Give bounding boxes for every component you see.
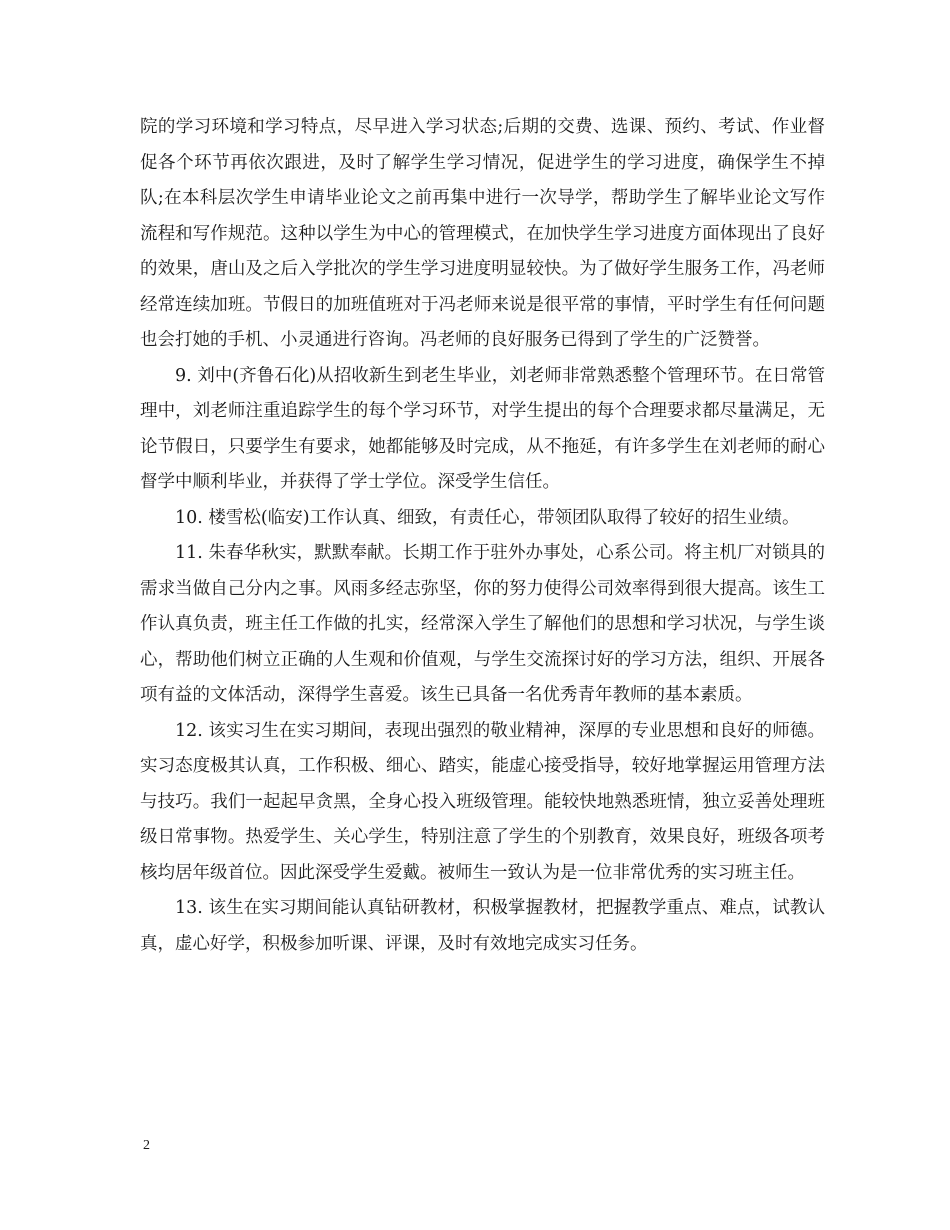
paragraph-item-13: 13. 该生在实习期间能认真钻研教材，积极掌握教材，把握教学重点、难点，试教认真，虚心好学，积极参加听课、评课，及时有效地完成实习任务。: [140, 898, 825, 954]
paragraph-item-9: 9. 刘中(齐鲁石化)从招收新生到老生毕业，刘老师非常熟悉整个管理环节。在日常管理中，刘老师注重追踪学生的每个学习环节，对学生提出的每个合理要求都尽量满足，无论节假日，只要学生有要求，她都能够及时完成，从不拖延，有许多学生在刘老师的耐心督学中顺利毕业，并获得了学士学位。深受学生信任。: [140, 365, 825, 492]
paragraph-item-12: 12. 该实习生在实习期间，表现出强烈的敬业精神，深厚的专业思想和良好的师德。实习态度极其认真，工作积极、细心、踏实，能虚心接受指导，较好地掌握运用管理方法与技巧。我们一起起早贪黑，全身心投入班级管理。能较快地熟悉班情，独立妥善处理班级日常事物。热爱学生、关心学生，特别注意了学生的个别教育，效果良好，班级各项考核均居年级首位。因此深受学生爱戴。被师生一致认为是一位非常优秀的实习班主任。: [140, 720, 825, 883]
paragraph-item-10: 10. 楼雪松(临安)工作认真、细致，有责任心，带领团队取得了较好的招生业绩。: [175, 507, 800, 528]
paragraph-continuation: 院的学习环境和学习特点，尽早进入学习状态;后期的交费、选课、预约、考试、作业督促各个环节再依次跟进，及时了解学生学习情况，促进学生的学习进度，确保学生不掉队;在本科层次学生申请毕业论文之前再集中进行一次导学，帮助学生了解毕业论文写作流程和写作规范。这种以学生为中心的管理模式，在加快学生学习进度方面体现出了良好的效果，唐山及之后入学批次的学生学习进度明显较快。为了做好学生服务工作，冯老师经常连续加班。节假日的加班值班对于冯老师来说是很平常的事情，平时学生有任何问题也会打她的手机、小灵通进行咨询。冯老师的良好服务已得到了学生的广泛赞誉。: [140, 117, 825, 350]
page-number: 2: [143, 1138, 150, 1153]
document-body: [140, 110, 825, 962]
paragraph-item-11: 11. 朱春华秋实，默默奉献。长期工作于驻外办事处，心系公司。将主机厂对锁具的需求当做自己分内之事。风雨多经志弥坚，你的努力使得公司效率得到很大提高。该生工作认真负责，班主任工作做的扎实，经常深入学生了解他们的思想和学习状况，与学生谈心，帮助他们树立正确的人生观和价值观，与学生交流探讨好的学习方法，组织、开展各项有益的文体活动，深得学生喜爱。该生已具备一名优秀青年教师的基本素质。: [140, 543, 825, 705]
